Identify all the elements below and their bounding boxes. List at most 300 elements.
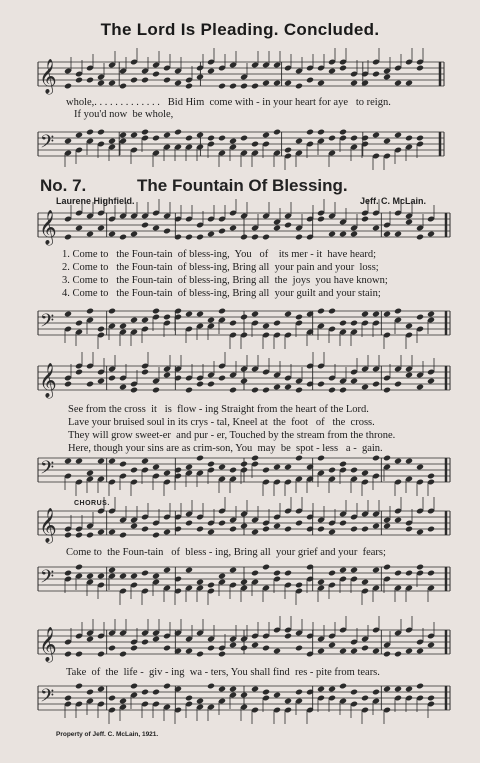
note-head (207, 231, 215, 238)
note-head (152, 387, 160, 394)
note-head (163, 683, 171, 690)
note-head (196, 381, 204, 388)
note-head (295, 455, 303, 462)
note-head (317, 648, 325, 655)
note-head (284, 570, 292, 577)
note-head (372, 567, 380, 574)
note-head (350, 648, 358, 655)
note-head (152, 135, 160, 142)
note-head (361, 80, 369, 87)
note-head (152, 71, 160, 78)
note-head (152, 464, 160, 471)
note-head (383, 311, 391, 318)
note-head (416, 564, 424, 571)
note-head (64, 83, 72, 90)
note-head (108, 529, 116, 536)
note-head (196, 698, 204, 705)
note-head (405, 686, 413, 693)
note-head (119, 384, 127, 391)
verse-line: Lave your bruised soul in its crys - tal, Kneel at the foot of the cross. (68, 417, 375, 428)
note-head (64, 695, 72, 702)
note-head (119, 698, 127, 705)
note-head (185, 387, 193, 394)
note-head (97, 651, 105, 658)
note-head (350, 378, 358, 385)
note-head (416, 314, 424, 321)
note-head (64, 570, 72, 577)
note-head (251, 455, 259, 462)
note-head (284, 633, 292, 640)
note-head (328, 467, 336, 474)
note-head (339, 129, 347, 136)
note-head (383, 138, 391, 145)
note-head (108, 458, 116, 465)
note-head (284, 384, 292, 391)
note-head (394, 80, 402, 87)
note-head (97, 686, 105, 693)
note-head (427, 526, 435, 533)
note-head (196, 651, 204, 658)
note-head (141, 689, 149, 696)
note-head (405, 135, 413, 142)
note-head (361, 695, 369, 702)
note-head (86, 573, 94, 580)
note-head (240, 83, 248, 90)
note-head (394, 308, 402, 315)
note-head (207, 529, 215, 536)
note-head (108, 695, 116, 702)
note-head (229, 387, 237, 394)
note-head (229, 320, 237, 327)
note-head (130, 387, 138, 394)
note-head (416, 384, 424, 391)
note-head (273, 320, 281, 327)
note-head (64, 138, 72, 145)
note-head (75, 532, 83, 539)
note-head (372, 455, 380, 462)
note-head (427, 695, 435, 702)
note-head (141, 570, 149, 577)
note-head (284, 80, 292, 87)
note-head (405, 323, 413, 330)
note-head (405, 458, 413, 465)
note-head (328, 135, 336, 142)
note-head (196, 455, 204, 462)
note-head (405, 219, 413, 226)
note-head (328, 308, 336, 315)
prev-lyric-line-2: If you'd now be whole, (74, 109, 174, 120)
note-head (75, 369, 83, 376)
note-head (394, 686, 402, 693)
note-head (372, 381, 380, 388)
note-head (97, 458, 105, 465)
note-head (372, 523, 380, 530)
note-head (251, 529, 259, 536)
note-head (141, 639, 149, 646)
note-head (328, 231, 336, 238)
note-head (97, 529, 105, 536)
note-head (130, 132, 138, 139)
note-head (97, 129, 105, 136)
note-head (317, 579, 325, 586)
note-head (75, 77, 83, 84)
note-head (196, 579, 204, 586)
note-head (394, 132, 402, 139)
note-head (295, 83, 303, 90)
note-head (339, 320, 347, 327)
treble-clef: 𝄞 (39, 59, 57, 94)
note-head (262, 323, 270, 330)
note-head (394, 381, 402, 388)
note-head (119, 234, 127, 241)
note-head (152, 573, 160, 580)
note-head (185, 83, 193, 90)
note-head (427, 570, 435, 577)
note-head (97, 378, 105, 385)
bass-clef: 𝄢 (40, 311, 55, 336)
note-head (372, 225, 380, 232)
note-head (339, 387, 347, 394)
note-head (108, 308, 116, 315)
chorus-lyric-2: Take of the life - giv - ing wa - ters, You shall find res - pite from tears. (66, 667, 380, 678)
note-head (295, 689, 303, 696)
note-head (262, 234, 270, 241)
note-head (427, 473, 435, 480)
note-head (394, 651, 402, 658)
note-head (152, 636, 160, 643)
note-head (251, 686, 259, 693)
note-head (339, 567, 347, 574)
note-head (207, 582, 215, 589)
note-head (130, 573, 138, 580)
note-head (240, 135, 248, 142)
note-head (64, 234, 72, 241)
note-head (372, 689, 380, 696)
note-head (86, 470, 94, 477)
note-head (130, 683, 138, 690)
note-head (229, 686, 237, 693)
note-head (75, 225, 83, 232)
note-head (361, 311, 369, 318)
note-head (130, 231, 138, 238)
note-head (218, 573, 226, 580)
note-head (218, 228, 226, 235)
bass-clef: 𝄢 (40, 686, 55, 711)
note-head (251, 642, 259, 649)
note-head (163, 567, 171, 574)
note-head (273, 225, 281, 232)
note-head (86, 532, 94, 539)
note-head (86, 77, 94, 84)
verse-line: 4. Come to the Foun-tain of bless-ing, Bring all your guilt and your stain; (62, 288, 381, 299)
note-head (119, 132, 127, 139)
note-head (185, 135, 193, 142)
lyricist-credit: Laurene Highfield. (56, 196, 135, 206)
note-head (394, 231, 402, 238)
note-head (163, 132, 171, 139)
note-head (273, 384, 281, 391)
note-head (295, 314, 303, 321)
note-head (339, 461, 347, 468)
note-head (427, 642, 435, 649)
note-head (141, 526, 149, 533)
note-head (229, 138, 237, 145)
note-head (317, 80, 325, 87)
note-head (196, 526, 204, 533)
note-head (163, 470, 171, 477)
note-head (350, 80, 358, 87)
note-head (218, 375, 226, 382)
note-head (229, 467, 237, 474)
note-head (86, 689, 94, 696)
note-head (119, 532, 127, 539)
note-head (416, 648, 424, 655)
note-head (273, 80, 281, 87)
verse-line: See from the cross it is flow - ing Straight from the heart of the Lord. (68, 404, 369, 415)
note-head (339, 231, 347, 238)
note-head (86, 308, 94, 315)
note-head (185, 464, 193, 471)
note-head (372, 648, 380, 655)
note-head (328, 570, 336, 577)
note-head (262, 526, 270, 533)
note-head (350, 231, 358, 238)
note-head (196, 311, 204, 318)
note-head (350, 689, 358, 696)
note-head (317, 308, 325, 315)
note-head (75, 320, 83, 327)
treble-clef: 𝄞 (39, 508, 57, 543)
note-head (229, 83, 237, 90)
note-head (394, 570, 402, 577)
note-head (383, 231, 391, 238)
note-head (361, 216, 369, 223)
note-head (108, 80, 116, 87)
note-head (207, 381, 215, 388)
note-head (163, 77, 171, 84)
note-head (284, 147, 292, 154)
note-head (108, 375, 116, 382)
note-head (427, 311, 435, 318)
verse-line: 2. Come to the Foun-tain of bless-ing, Bring all your pain and your loss; (62, 262, 379, 273)
note-head (185, 695, 193, 702)
note-head (383, 686, 391, 693)
note-head (86, 231, 94, 238)
treble-clef: 𝄞 (39, 210, 57, 245)
note-head (328, 529, 336, 536)
note-head (119, 651, 127, 658)
note-head (416, 135, 424, 142)
note-head (97, 326, 105, 333)
note-head (273, 464, 281, 471)
note-head (97, 573, 105, 580)
note-head (317, 129, 325, 136)
note-head (251, 311, 259, 318)
note-head (207, 683, 215, 690)
note-head (108, 231, 116, 238)
chorus-lyric-1: Come to the Foun-tain of bless - ing, Bring all your grief and your fears; (66, 547, 386, 558)
note-head (350, 467, 358, 474)
note-head (361, 135, 369, 142)
note-head (130, 317, 138, 324)
note-head (339, 683, 347, 690)
treble-clef: 𝄞 (39, 627, 57, 662)
note-head (163, 372, 171, 379)
note-head (218, 651, 226, 658)
note-head (273, 648, 281, 655)
note-head (174, 80, 182, 87)
note-head (218, 135, 226, 142)
note-head (75, 564, 83, 571)
note-head (328, 686, 336, 693)
bass-clef: 𝄢 (40, 458, 55, 483)
note-head (383, 387, 391, 394)
note-head (218, 308, 226, 315)
note-head (295, 138, 303, 145)
note-head (86, 129, 94, 136)
note-head (372, 132, 380, 139)
note-head (306, 129, 314, 136)
note-head (284, 222, 292, 229)
note-head (163, 228, 171, 235)
note-head (218, 464, 226, 471)
note-head (383, 455, 391, 462)
note-head (64, 311, 72, 318)
note-head (141, 369, 149, 376)
bass-clef: 𝄢 (40, 567, 55, 592)
note-head (273, 523, 281, 530)
note-head (262, 645, 270, 652)
note-head (119, 83, 127, 90)
note-head (75, 651, 83, 658)
note-head (141, 77, 149, 84)
note-head (317, 686, 325, 693)
note-head (141, 317, 149, 324)
note-head (141, 222, 149, 229)
note-head (196, 234, 204, 241)
verse-line: 1. Come to the Foun-tain of bless-ing, You of its mer - it have heard; (62, 249, 377, 260)
note-head (251, 387, 259, 394)
note-head (405, 648, 413, 655)
note-head (229, 526, 237, 533)
note-head (405, 526, 413, 533)
note-head (394, 458, 402, 465)
note-head (372, 311, 380, 318)
note-head (251, 234, 259, 241)
note-head (405, 570, 413, 577)
hymn-title: The Fountain Of Blessing. (137, 176, 348, 195)
note-head (262, 387, 270, 394)
note-head (163, 314, 171, 321)
note-head (350, 320, 358, 327)
note-head (284, 698, 292, 705)
note-head (262, 689, 270, 696)
note-head (119, 461, 127, 468)
prev-lyric-line-1: whole,. . . . . . . . . . . . . Bid Him come with - in your heart for aye to reign. (66, 97, 391, 108)
note-head (295, 582, 303, 589)
note-head (262, 564, 270, 571)
note-head (427, 231, 435, 238)
note-head (350, 135, 358, 142)
note-head (108, 138, 116, 145)
note-head (163, 645, 171, 652)
note-head (163, 529, 171, 536)
chorus-label: CHORUS. (74, 500, 110, 507)
note-head (152, 225, 160, 232)
note-head (262, 467, 270, 474)
note-head (394, 517, 402, 524)
note-head (361, 645, 369, 652)
page-title: The Lord Is Pleading. Concluded. (100, 20, 380, 39)
note-head (295, 520, 303, 527)
note-head (97, 225, 105, 232)
note-head (75, 132, 83, 139)
note-head (306, 77, 314, 84)
note-head (119, 323, 127, 330)
note-head (339, 648, 347, 655)
note-head (350, 567, 358, 574)
note-head (207, 461, 215, 468)
note-head (328, 68, 336, 75)
note-head (251, 141, 259, 148)
note-head (361, 526, 369, 533)
note-head (361, 384, 369, 391)
note-head (152, 689, 160, 696)
composer-credit: Jeff. C. McLain. (360, 196, 427, 206)
note-head (185, 648, 193, 655)
note-head (207, 135, 215, 142)
note-head (317, 381, 325, 388)
note-head (174, 129, 182, 136)
note-head (97, 80, 105, 87)
note-head (185, 234, 193, 241)
note-head (75, 683, 83, 690)
note-head (328, 642, 336, 649)
note-head (383, 74, 391, 81)
note-head (185, 567, 193, 574)
note-head (416, 683, 424, 690)
note-head (372, 71, 380, 78)
note-head (218, 686, 226, 693)
note-head (251, 83, 259, 90)
note-head (361, 470, 369, 477)
verse-line: Here, though your sins are as crim-son, You may be spot - less a - gain. (68, 443, 383, 454)
verse-line: 3. Come to the Foun-tain of bless-ing, Bring all the joys you have known; (62, 275, 388, 286)
note-head (130, 467, 138, 474)
note-head (273, 692, 281, 699)
note-head (229, 567, 237, 574)
verse-line: They will grow sweet-er and pur - er, Touched by the stream from the throne. (68, 430, 396, 441)
note-head (108, 645, 116, 652)
note-head (405, 80, 413, 87)
note-head (317, 526, 325, 533)
note-head (152, 308, 160, 315)
note-head (273, 129, 281, 136)
note-head (218, 83, 226, 90)
note-head (416, 529, 424, 536)
note-head (75, 458, 83, 465)
note-head (361, 579, 369, 586)
note-head (416, 234, 424, 241)
note-head (416, 464, 424, 471)
note-head (185, 311, 193, 318)
note-head (350, 526, 358, 533)
note-head (339, 65, 347, 72)
note-head (295, 387, 303, 394)
bass-clef: 𝄢 (40, 132, 55, 157)
note-head (229, 642, 237, 649)
note-head (108, 567, 116, 574)
